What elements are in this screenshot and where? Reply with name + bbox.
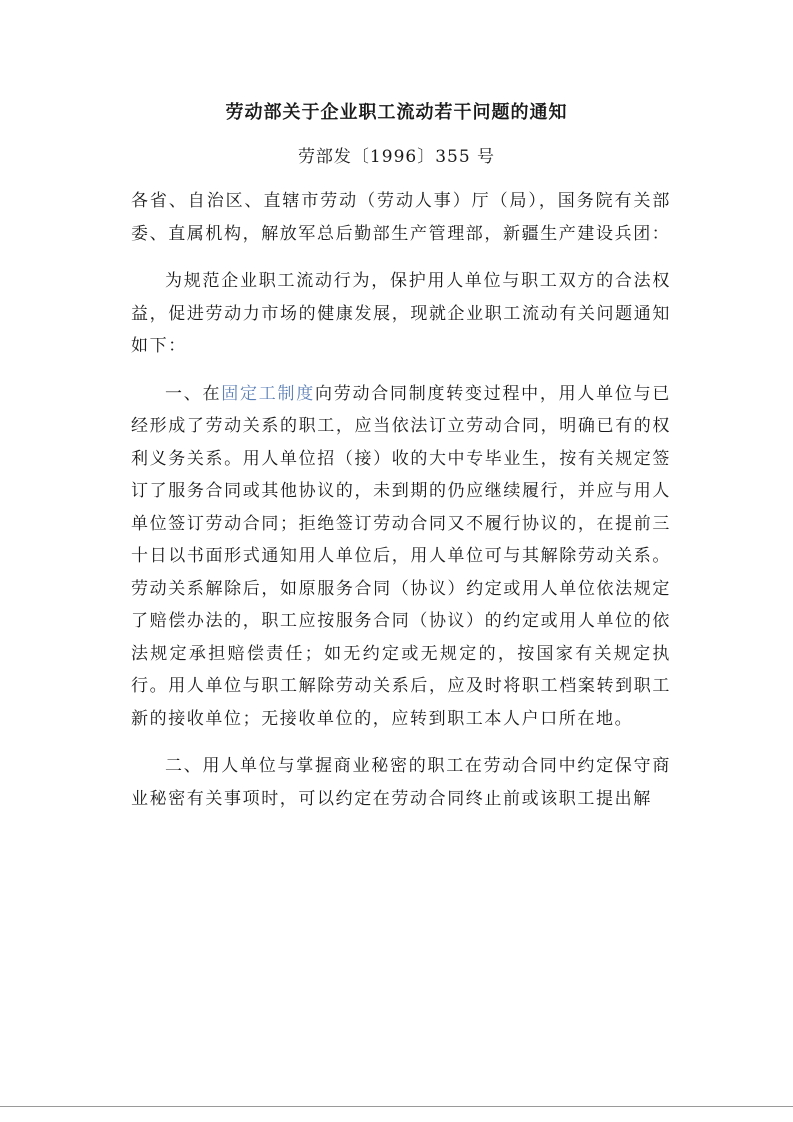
section-2-paragraph: 二、用人单位与掌握商业秘密的职工在劳动合同中约定保守商业秘密有关事项时，可以约定在劳动合同终止前或该职工提出解 (131, 756, 671, 809)
section-1-paragraph (131, 378, 671, 736)
section-1-prefix: 一、在 (165, 383, 222, 404)
section-1-text: 向劳动合同制度转变过程中，用人单位与已经形成了劳动关系的职工，应当依法订立劳动合同，明确已有的权利义务关系。用人单位招（接）收的大中专毕业生，按有关规定签订了服务合同或其他协议的，未到期的仍应继续履行，并应与用人单位签订劳动合同；拒绝签订劳动合同又不履行协议的，在提前三十日以书面形式通知用人单位后，用人单位可与其解除劳动关系。劳动关系解除后，如原服务合同（协议）约定或用人单位依法规定了赔偿办法的，职工应按服务合同（协议）的约定或用人单位的依法规定承担赔偿责任；如无约定或无规定的，按国家有关规定执行。用人单位与职工解除劳动关系后，应及时将职工档案转到职工新的接收单位；无接收单位的，应转到职工本人户口所在地。 (131, 383, 672, 729)
document-number: 劳部发〔1996〕355 号 (297, 147, 496, 167)
addressee-paragraph: 各省、自治区、直辖市劳动（劳动人事）厅（局），国务院有关部委、直属机构，解放军总后勤部生产管理部，新疆生产建设兵团： (131, 191, 671, 244)
intro-paragraph: 为规范企业职工流动行为，保护用人单位与职工双方的合法权益，促进劳动力市场的健康发展，现就企业职工流动有关问题通知如下： (131, 271, 671, 356)
document-body (131, 185, 671, 830)
page-bottom-rule (0, 1106, 793, 1107)
document-title: 劳动部关于企业职工流动若干问题的通知 (225, 102, 568, 123)
fixed-worker-system-link[interactable]: 固定工制度 (221, 383, 315, 404)
